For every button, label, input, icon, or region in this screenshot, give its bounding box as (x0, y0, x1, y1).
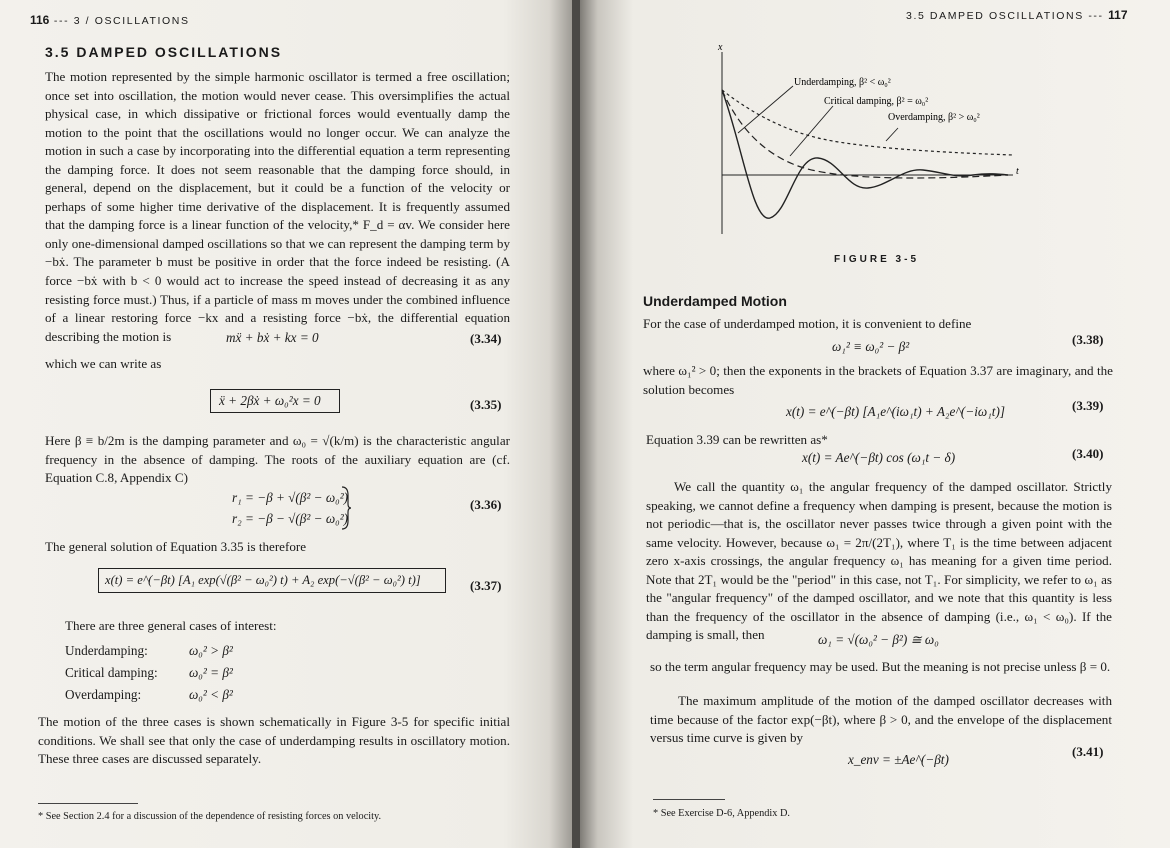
book-gutter (572, 0, 580, 848)
equation-label-3-36: (3.36) (470, 497, 502, 512)
paragraph-amplitude-envelope (650, 692, 1112, 748)
page-number: 116 (30, 13, 50, 27)
footnote-left: * See Section 2.4 for a discussion of the dependence of resisting forces on velocity. (38, 811, 382, 822)
equation-3-41: x_env = ±Ae^(−βt) (848, 752, 949, 767)
equation-label-3-34: (3.34) (470, 331, 502, 346)
figure-axis-x-label: x (718, 42, 723, 53)
text-which-we-can-write: which we can write as (45, 356, 162, 371)
running-head: 3.5 DAMPED OSCILLATIONS --- (906, 10, 1104, 22)
equation-label-3-35: (3.35) (470, 397, 502, 412)
figure-axis-t-label: t (1016, 166, 1019, 177)
section-title: 3.5 DAMPED OSCILLATIONS (45, 44, 283, 60)
paragraph-damping-intro (45, 68, 510, 346)
case-condition: ω₀² < β² (189, 687, 233, 702)
equation-3-34: mẍ + bẋ + kx = 0 (226, 330, 319, 345)
case-row-underdamping (65, 643, 233, 665)
subsection-title: Underdamped Motion (643, 293, 787, 309)
equation-label-3-41: (3.41) (1072, 744, 1104, 759)
underdamping-pointer (738, 86, 793, 133)
text-rewritten: Equation 3.39 can be rewritten as* (646, 432, 828, 447)
paragraph-text: The maximum amplitude of the motion of the damped oscillator decreases with time because of the factor exp(−βt), where β > 0, and the envelope of the displacement versus time curve is given by (650, 693, 1112, 746)
paragraph-exponents-imaginary (643, 362, 1113, 399)
figure-label-overdamping: Overdamping, β² > ω₀² (888, 112, 980, 123)
equation-3-40: x(t) = Ae^(−βt) cos (ω₁t − δ) (802, 450, 956, 465)
equation-3-38: ω₁² ≡ ω₀² − β² (832, 339, 910, 354)
equation-3-36-r2: r₂ = −β − √(β² − ω₀²) (232, 511, 349, 526)
right-brace-icon (340, 485, 352, 531)
paragraph-damping-parameter (45, 432, 510, 488)
case-row-critical (65, 665, 233, 687)
text-general-solution: The general solution of Equation 3.35 is therefore (45, 539, 307, 554)
case-name: Critical damping: (65, 665, 158, 680)
case-condition: ω₀² = β² (189, 665, 233, 680)
figure-label-critical: Critical damping, β² = ω₀² (824, 96, 929, 107)
case-name: Underdamping: (65, 643, 148, 658)
critical-pointer (790, 106, 833, 156)
equation-label-3-40: (3.40) (1072, 446, 1104, 461)
figure-label-underdamping: Underdamping, β² < ω₀² (794, 77, 891, 88)
overdamping-pointer (886, 128, 898, 141)
equation-3-35-box: ẍ + 2βẋ + ω₀²x = 0 (210, 389, 340, 413)
left-page-header (30, 13, 190, 27)
footnote-rule (653, 799, 725, 800)
right-page (580, 0, 1170, 848)
left-page (0, 0, 572, 848)
footnote-rule (38, 803, 138, 804)
equation-label-3-37: (3.37) (470, 578, 502, 593)
text-three-cases: There are three general cases of interest: (65, 618, 277, 633)
case-row-overdamping (65, 687, 233, 709)
paragraph-text: We call the quantity ω₁ the angular frequency of the damped oscillator. Strictly speaking, we cannot define a frequency when damping is present, because the motion is not periodic—that is, the oscillator never passes twice through a given point with the same velocity. However, because ω₁ = 2π/(2T₁), where T₁ is the time between adjacent zero x-axis crossings, the angular frequency ω₁ has meaning for a given time period. Note that 2T₁ would be the "period" in this case, not T₁. For simplicity, we refer to ω₁ as the "angular frequency" of the damped oscillator, and we note that this quantity is less than the frequency of the oscillator in the absence of damping (i.e., ω₁ < ω₀). If the damping is small, then (646, 479, 1112, 643)
paragraph-angular-frequency-usage (650, 658, 1112, 677)
equation-3-36-r1: r₁ = −β + √(β² − ω₀²) (232, 490, 349, 505)
paragraph-text: so the term angular frequency may be used. But the meaning is not precise unless β = 0. (650, 659, 1111, 674)
case-name: Overdamping: (65, 687, 142, 702)
cases-table (65, 643, 233, 709)
equation-3-39: x(t) = e^(−βt) [A₁e^(iω₁t) + A₂e^(−iω₁t)] (786, 404, 1005, 419)
equation-label-3-38: (3.38) (1072, 332, 1104, 347)
text-convenient-define: For the case of underdamped motion, it is convenient to define (643, 316, 972, 331)
paragraph-angular-frequency (646, 478, 1112, 645)
page-number: 117 (1108, 8, 1128, 22)
figure-3-5-damping-curves (708, 38, 1028, 238)
paragraph-three-cases-figure (38, 713, 510, 769)
figure-caption: FIGURE 3-5 (834, 254, 920, 265)
case-condition: ω₀² > β² (189, 643, 233, 658)
right-page-header (906, 8, 1128, 22)
paragraph-text: where ω₁² > 0; then the exponents in the brackets of Equation 3.37 are imaginary, and the solution becomes (643, 363, 1113, 397)
paragraph-text: Here β ≡ b/2m is the damping parameter and ω₀ = √(k/m) is the characteristic angular frequency in the absence of damping. The roots of the auxiliary equation are (cf. Equation C.8, Appendix C) (45, 433, 510, 486)
paragraph-text: The motion of the three cases is shown schematically in Figure 3-5 for specific initial conditions. We shall see that only the case of underdamping results in oscillatory motion. These three cases are discussed separately. (38, 714, 510, 767)
footnote-right: * See Exercise D-6, Appendix D. (653, 808, 790, 819)
equation-small-damping: ω₁ = √(ω₀² − β²) ≅ ω₀ (818, 632, 939, 647)
underdamping-curve (722, 90, 1008, 218)
running-head: --- 3 / OSCILLATIONS (53, 15, 190, 27)
equation-label-3-39: (3.39) (1072, 398, 1104, 413)
paragraph-text: The motion represented by the simple harmonic oscillator is termed a free oscillation; once set into oscillation, the motion would never cease. This oversimplifies the actual physical case, in which dissipative or frictional forces would eventually damp the motion to the point that the oscillations would no longer occur. We can analyze the motion in such a case by incorporating into the differential equation a term representing the damping force. It does not seem reasonable that the damping force should, in general, depend on the displacement, but it could be a function of the velocity or perhaps of some higher time derivative of the displacement. It is frequently assumed that the damping force is a linear function of the velocity,* F_d = αv. We consider here only one-dimensional damped oscillations so that we can represent the damping term by −bẋ. The parameter b must be positive in order that the force indeed be resisting. (A force −bẋ with b < 0 would act to increase the speed instead of decreasing it as any resisting force must.) Thus, if a particle of mass m moves under the combined influence of a linear restoring force −kx and a resisting force −bẋ, the differential equation describing the motion is (45, 69, 510, 344)
equation-3-37-box: x(t) = e^(−βt) [A₁ exp(√(β² − ω₀²) t) + A₂ exp(−√(β² − ω₀²) t)] (98, 568, 446, 593)
